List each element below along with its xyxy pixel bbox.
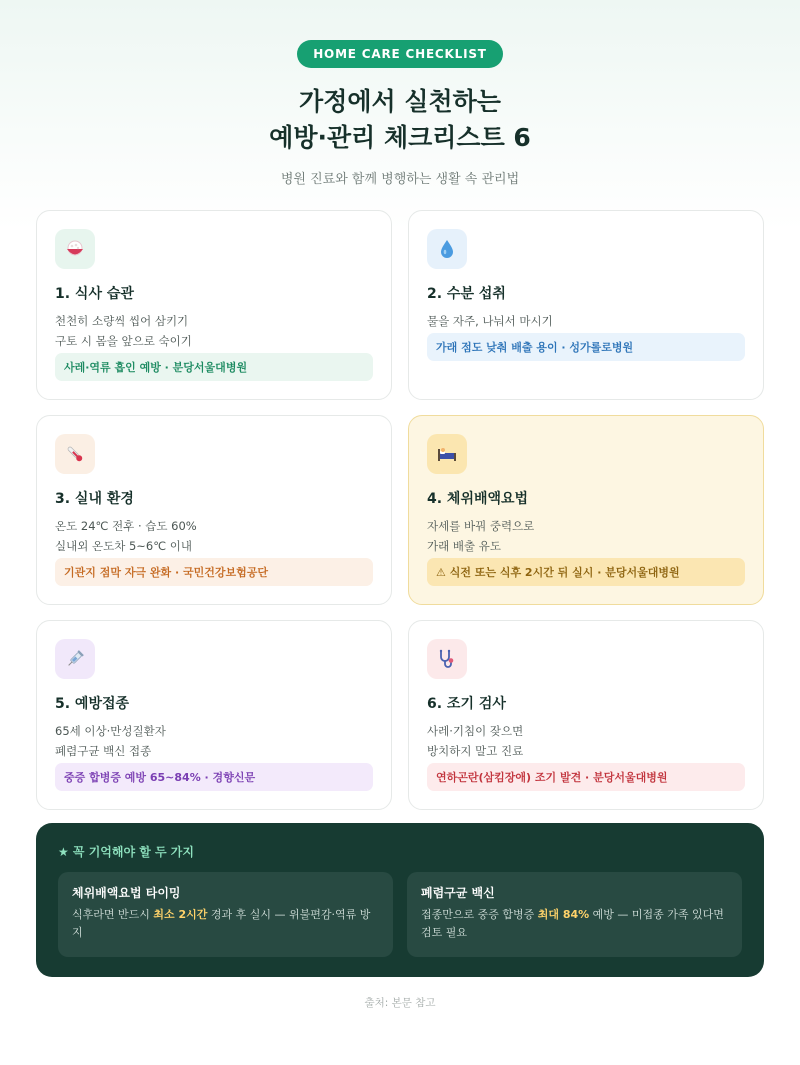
remember-box-vaccine xyxy=(407,872,742,957)
card-title: 1. 식사 습관 xyxy=(55,286,134,302)
card-line-1: 사레·기침이 잦으면 xyxy=(427,724,524,738)
card-title: 6. 조기 검사 xyxy=(427,696,506,712)
card-postural-drainage xyxy=(408,415,764,605)
card-tag: 기관지 점막 자극 완화 · 국민건강보험공단 xyxy=(55,558,373,586)
card-vaccination xyxy=(36,620,392,810)
syringe-icon xyxy=(55,639,95,679)
card-line-2: 가래 배출 유도 xyxy=(427,539,501,553)
stethoscope-icon xyxy=(427,639,467,679)
card-line-1: 물을 자주, 나눠서 마시기 xyxy=(427,314,553,328)
card-indoor-environment xyxy=(36,415,392,605)
card-title: 2. 수분 섭취 xyxy=(427,286,506,302)
bed-icon xyxy=(427,434,467,474)
card-line-1: 65세 이상·만성질환자 xyxy=(55,724,166,738)
remember-box-title: 폐렴구균 백신 xyxy=(421,886,495,900)
card-line-2: 방치하지 말고 진료 xyxy=(427,744,524,758)
card-title: 4. 체위배액요법 xyxy=(427,491,529,507)
header-badge: HOME CARE CHECKLIST xyxy=(297,40,503,68)
remember-box-text xyxy=(421,906,728,942)
text-segment: 접종만으로 중증 합병증 xyxy=(421,908,538,921)
card-line-2: 구토 시 몸을 앞으로 숙이기 xyxy=(55,334,192,348)
remember-box-title: 체위배액요법 타이밍 xyxy=(72,886,181,900)
card-tag: 연하곤란(삼킴장애) 조기 발견 · 분당서울대병원 xyxy=(427,763,745,791)
thermometer-icon xyxy=(55,434,95,474)
remember-box-text xyxy=(72,906,379,942)
card-tag: 사레·역류 흡인 예방 · 분당서울대병원 xyxy=(55,353,373,381)
card-line-1: 천천히 소량씩 씹어 삼키기 xyxy=(55,314,189,328)
card-line-1: 자세를 바꿔 중력으로 xyxy=(427,519,535,533)
card-line-2: 실내외 온도차 5~6℃ 이내 xyxy=(55,539,193,553)
page-title xyxy=(0,84,800,156)
title-line-1: 가정에서 실천하는 xyxy=(299,87,501,116)
title-line-2: 예방·관리 체크리스트 6 xyxy=(269,123,531,152)
rice-bowl-icon xyxy=(55,229,95,269)
header xyxy=(0,0,800,187)
card-tag: 가래 점도 낮춰 배출 용이 · 성가롤로병원 xyxy=(427,333,745,361)
card-title: 5. 예방접종 xyxy=(55,696,130,712)
card-meal-habit xyxy=(36,210,392,400)
card-water-intake xyxy=(408,210,764,400)
card-tag: 중증 합병증 예방 65~84% · 경향신문 xyxy=(55,763,373,791)
page-subtitle: 병원 진료와 함께 병행하는 생활 속 관리법 xyxy=(280,172,520,187)
card-line-2: 폐렴구균 백신 접종 xyxy=(55,744,152,758)
highlight-text: 최대 84% xyxy=(537,908,590,921)
water-drop-icon xyxy=(427,229,467,269)
text-segment: 식후라면 반드시 xyxy=(72,908,154,921)
remember-panel xyxy=(36,823,764,977)
highlight-text: 최소 2시간 xyxy=(153,908,208,921)
card-title: 3. 실내 환경 xyxy=(55,491,134,507)
text-segment: 예방 — 미접종 가족 있다면 검토 필요 xyxy=(421,908,724,939)
remember-box-drainage xyxy=(58,872,393,957)
remember-heading: ★ 꼭 기억해야 할 두 가지 xyxy=(58,845,194,859)
card-early-checkup xyxy=(408,620,764,810)
card-line-1: 온도 24℃ 전후 · 습도 60% xyxy=(55,519,197,533)
source-note: 출처: 본문 참고 xyxy=(364,997,436,1009)
text-segment: 경과 후 실시 — 위불편감·역류 방지 xyxy=(72,908,371,939)
card-tag-warning: ⚠ 식전 또는 식후 2시간 뒤 실시 · 분당서울대병원 xyxy=(427,558,745,586)
checklist-grid xyxy=(36,210,764,810)
